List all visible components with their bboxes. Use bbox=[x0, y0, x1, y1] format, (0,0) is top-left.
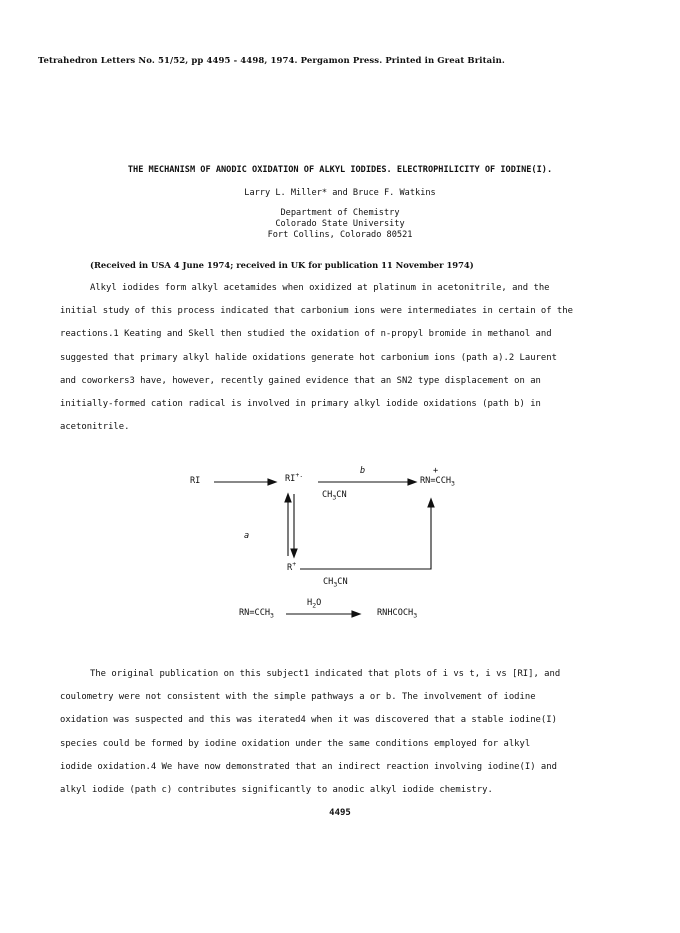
text-line: reactions.1 Keating and Skell then studied the oxidation of n-propyl bromide in methanol and bbox=[60, 329, 552, 340]
text-line: The original publication on this subject1 indicated that plots of i vs t, i vs [RI], and bbox=[90, 669, 561, 679]
text-line: species could be formed by iodine oxidation under the same conditions employed for alkyl bbox=[60, 738, 531, 749]
text-line: acetonitrile. bbox=[60, 422, 130, 433]
text-line: oxidation was suspected and this was iterated4 when it was discovered that a stable iodine(I) bbox=[60, 715, 557, 726]
received-dates: (Received in USA 4 June 1974; received in UK for publication 11 November 1974) bbox=[90, 260, 474, 270]
affiliation-line-2: Colorado State University bbox=[275, 219, 405, 229]
scheme-water: $H_2O$ bbox=[307, 598, 322, 610]
text-line: initially-formed cation radical is involved in primary alkyl iodide oxidations (path b) in bbox=[60, 399, 541, 410]
scheme-carbocation: R+ bbox=[287, 560, 297, 573]
scheme-ri: RI bbox=[190, 476, 201, 486]
scheme-path-b: b bbox=[360, 466, 366, 476]
scheme-plus-sign: + bbox=[433, 466, 439, 476]
text-line: iodide oxidation.4 We have now demonstrated that an indirect reaction involving iodine(I) and bbox=[60, 761, 557, 772]
article-title: THE MECHANISM OF ANODIC OXIDATION OF ALKYL IODIDES. ELECTROPHILICITY OF IODINE(I). bbox=[127, 165, 553, 175]
authors: Larry L. Miller* and Bruce F. Watkins bbox=[244, 188, 436, 198]
scheme-path-a: a bbox=[244, 531, 250, 541]
affiliation-line-3: Fort Collins, Colorado 80521 bbox=[267, 230, 413, 240]
text-line: and coworkers3 have, however, recently gained evidence that an SN2 type displacement on an bbox=[60, 375, 541, 386]
page-number: 4495 bbox=[329, 808, 351, 818]
affiliation-line-1: Department of Chemistry bbox=[280, 208, 400, 218]
text-line: initial study of this process indicated that carbonium ions were intermediates in certain of the bbox=[60, 306, 573, 317]
text-line: Alkyl iodides form alkyl acetamides when oxidized at platinum in acetonitrile, and the bbox=[90, 283, 550, 293]
paragraph-discussion bbox=[60, 663, 640, 802]
scheme-amide: $RNHCOCH_3$ bbox=[377, 608, 418, 620]
text-line: coulometry were not consistent with the simple pathways a or b. The involvement of iodine bbox=[60, 692, 536, 703]
text-line: alkyl iodide (path c) contributes significantly to anodic alkyl iodide chemistry. bbox=[60, 785, 493, 796]
scheme-solvent-top: $CH_3CN$ bbox=[322, 490, 347, 502]
scheme-ri-cation-radical: RI+. bbox=[285, 471, 304, 484]
running-head: Tetrahedron Letters No. 51/52, pp 4495 - 4498, 1974. Pergamon Press. Printed in Great Britain. bbox=[38, 56, 505, 66]
scheme-hydrolysis-reactant: $RN=CCH_3$ bbox=[239, 608, 274, 620]
scheme-solvent-bottom: $CH_3CN$ bbox=[323, 577, 348, 589]
scheme-nitrilium-top: $RN=CCH_3$ bbox=[420, 476, 455, 488]
text-line: suggested that primary alkyl halide oxidations generate hot carbonium ions (path a).2 Laurent bbox=[60, 352, 557, 363]
